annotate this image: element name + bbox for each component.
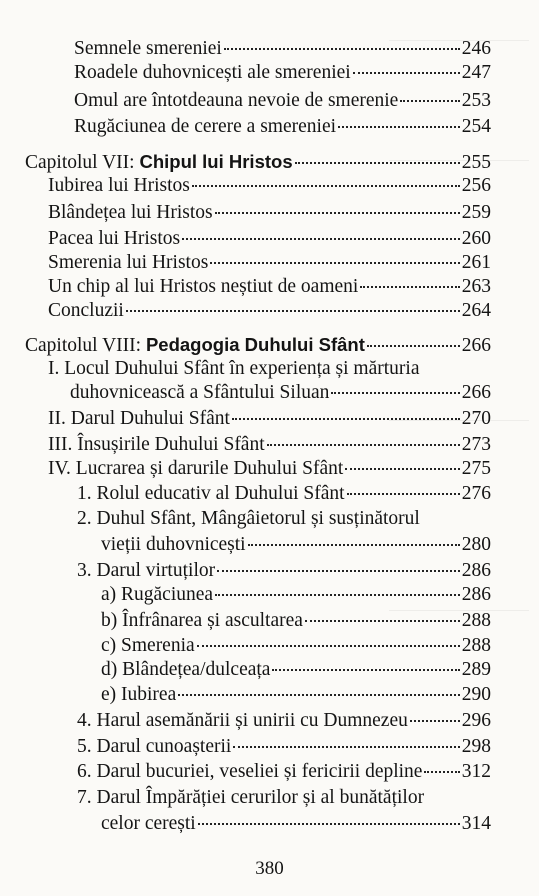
toc-entry-page: 288 (461, 610, 491, 631)
toc-entry (101, 583, 491, 607)
dot-leader (360, 286, 459, 288)
toc-entry-page: 246 (461, 38, 491, 59)
toc-entry (74, 115, 491, 139)
toc-entry-page: 266 (461, 382, 491, 403)
dot-leader (338, 126, 460, 128)
toc-entry-title: b) Înfrânarea și ascultarea (101, 610, 303, 631)
dot-leader (210, 262, 459, 264)
toc-entry-page: 298 (461, 736, 491, 757)
toc-entry-title: Iubirea lui Hristos (48, 175, 190, 196)
dot-leader (400, 100, 459, 102)
toc-entry-title: Semnele smereniei (74, 38, 222, 59)
toc-entry-page: 288 (461, 635, 491, 656)
toc-entry-title: Rugăciunea de cerere a smereniei (74, 116, 337, 137)
toc-entry-title: Smerenia lui Hristos (48, 252, 209, 273)
toc-entry-title: duhovnicească a Sfântului Siluan (70, 382, 330, 403)
toc-entry (48, 457, 491, 481)
chapter-label: Capitolul VII: (25, 152, 140, 173)
dot-leader (197, 645, 460, 647)
toc-entry-title: vieții duhovnicești (101, 534, 246, 555)
toc-entry-page: 286 (461, 560, 491, 581)
toc-entry-title: II. Darul Duhului Sfânt (48, 408, 230, 429)
toc-entry (101, 634, 491, 658)
toc-entry-page: 275 (461, 458, 491, 479)
toc-entry (77, 735, 491, 759)
toc-entry-title: c) Smerenia (101, 635, 195, 656)
toc-entry-title: 6. Darul bucuriei, veseliei și fericirii depline (77, 761, 423, 782)
toc-entry-page: 261 (461, 252, 491, 273)
toc-entry-title: Roadele duhovnicești ale smereniei (74, 62, 351, 83)
toc-entry-page: 253 (461, 90, 491, 111)
toc-entry-title: Concluzii (48, 300, 124, 321)
dot-leader (126, 310, 460, 312)
toc-entry-page: 247 (461, 62, 491, 83)
toc-entry (70, 381, 491, 405)
toc-entry-title: 4. Harul asemănării și unirii cu Dumnezeu (77, 710, 408, 731)
toc-entry-first-line: I. Locul Duhului Sfânt în experiența și mărturia (48, 358, 420, 379)
toc-entry (48, 275, 491, 299)
dot-leader (410, 720, 460, 722)
toc-entry-title: 3. Darul virtuților (77, 560, 216, 581)
dot-leader (182, 238, 460, 240)
dot-leader (232, 418, 460, 420)
toc-entry-page: 259 (461, 202, 491, 223)
toc-entry (48, 201, 491, 225)
dot-leader (217, 570, 460, 572)
toc-entry-page: 289 (461, 659, 491, 680)
toc-entry-page: 256 (461, 175, 491, 196)
dot-leader (305, 620, 460, 622)
dot-leader (353, 72, 460, 74)
toc-entry (48, 433, 491, 457)
toc-entry-page: 255 (461, 152, 491, 173)
toc-entry (101, 683, 491, 707)
toc-entry-page: 276 (461, 483, 491, 504)
toc-entry-page: 314 (461, 813, 491, 834)
toc-entry (48, 251, 491, 275)
dot-leader (331, 392, 459, 394)
chapter-title: Pedagogia Duhului Sfânt (145, 334, 365, 355)
toc-entry-page: 263 (461, 276, 491, 297)
toc-entry-title: Pacea lui Hristos (48, 228, 181, 249)
dot-leader (367, 345, 460, 347)
toc-entry (77, 559, 491, 583)
dot-leader (215, 594, 460, 596)
dot-leader (178, 694, 460, 696)
toc-entry-page: 254 (461, 116, 491, 137)
dot-leader (192, 185, 460, 187)
toc-entry-page: 286 (461, 584, 491, 605)
dot-leader (224, 48, 460, 50)
toc-entry-page: 290 (461, 684, 491, 705)
toc-entry-title: 5. Darul cunoașterii (77, 736, 232, 757)
toc-entry (77, 709, 491, 733)
toc-entry (48, 227, 491, 251)
toc-entry-title: IV. Lucrarea și darurile Duhului Sfânt (48, 458, 344, 479)
chapter-heading (25, 150, 491, 175)
toc-entry-title: a) Rugăciunea (101, 584, 214, 605)
toc-entry (48, 299, 491, 323)
toc-entry-first-line: 2. Duhul Sfânt, Mângâietorul și susținătorul (77, 508, 420, 529)
toc-entry-page: 270 (461, 408, 491, 429)
toc-entry (48, 174, 491, 198)
toc-entry-page: 280 (461, 534, 491, 555)
dot-leader (215, 212, 460, 214)
page-number: 380 (255, 858, 284, 879)
toc-entry-page: 312 (461, 761, 491, 782)
toc-entry (77, 760, 491, 784)
toc-entry (101, 609, 491, 633)
toc-entry-page: 273 (461, 434, 491, 455)
toc-entry (48, 407, 491, 431)
dot-leader (233, 746, 459, 748)
dot-leader (345, 468, 459, 470)
toc-entry (77, 482, 491, 506)
dot-leader (295, 162, 460, 164)
toc-entry-title: d) Blândețea/dulceața (101, 659, 271, 680)
chapter-label: Capitolul VIII: (25, 335, 146, 356)
toc-entry-first-line: 7. Darul Împărăției cerurilor și al bunătăților (77, 787, 425, 808)
toc-entry-page: 266 (461, 335, 491, 356)
toc-entry (74, 89, 491, 113)
toc-entry-title: III. Însușirile Duhului Sfânt (48, 434, 265, 455)
toc-entry-page: 264 (461, 300, 491, 321)
chapter-heading (25, 333, 491, 358)
toc-entry-title: celor cerești (101, 813, 196, 834)
toc-entry-title: 1. Rolul educativ al Duhului Sfânt (77, 483, 345, 504)
toc-entry (101, 658, 491, 682)
toc-entry (101, 533, 491, 557)
toc-entry-page: 296 (461, 710, 491, 731)
toc-entry-page: 260 (461, 228, 491, 249)
toc-entry (74, 37, 491, 61)
dot-leader (347, 493, 460, 495)
toc-entry-title: Un chip al lui Hristos neștiut de oameni (48, 276, 359, 297)
dot-leader (424, 771, 459, 773)
toc-entry-title: Blândețea lui Hristos (48, 202, 213, 223)
dot-leader (267, 444, 460, 446)
chapter-title: Chipul lui Hristos (139, 151, 293, 172)
toc-entry-title: e) Iubirea (101, 684, 177, 705)
dot-leader (198, 823, 460, 825)
dot-leader (272, 669, 459, 671)
toc-entry (101, 812, 491, 836)
dot-leader (248, 544, 460, 546)
toc-entry (74, 61, 491, 85)
toc-entry-title: Omul are întotdeauna nevoie de smerenie (74, 90, 399, 111)
